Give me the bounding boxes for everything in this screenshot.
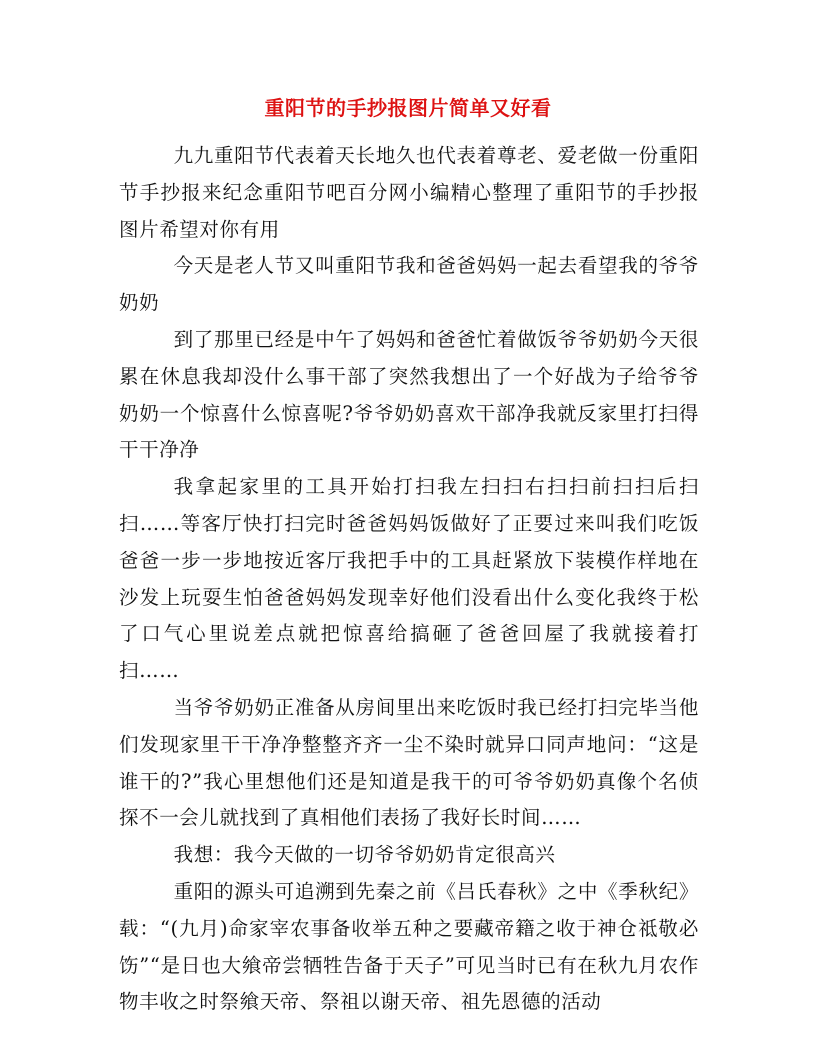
paragraph-arrival: 到了那里已经是中午了妈妈和爸爸忙着做饭爷爷奶奶今天很累在休息我却没什么事干部了突然我想出了一个好战为子给爷爷奶奶一个惊喜什么惊喜呢?爷爷奶奶喜欢干部净我就反家里打扫得干干净净 xyxy=(119,327,699,462)
paragraph-thought: 我想：我今天做的一切爷爷奶奶肯定很高兴 xyxy=(173,843,556,867)
paragraph-origin: 重阳的源头可追溯到先秦之前《吕氏春秋》之中《季秋纪》载：“(九月)命家宰农事备收举五种之要藏帝籍之收于神仓祗敬必饬”“是日也大飨帝尝牺牲告备于天子”可见当时已有在秋九月农作物丰收之时祭飨天帝、祭祖以谢天帝、祖先恩德的活动 xyxy=(119,879,699,1014)
paragraph-visit: 今天是老人节又叫重阳节我和爸爸妈妈一起去看望我的爷爷奶奶 xyxy=(119,254,699,315)
document-title: 重阳节的手抄报图片简单又好看 xyxy=(264,96,552,120)
document-body xyxy=(119,138,699,1021)
paragraph-cleaning: 我拿起家里的工具开始打扫我左扫扫右扫扫前扫扫后扫扫……等客厅快打扫完时爸爸妈妈饭做好了正要过来叫我们吃饭爸爸一步一步地按近客厅我把手中的工具赶紧放下装模作样地在沙发上玩耍生怕爸爸妈妈发现幸好他们没看出什么变化我终于松了口气心里说差点就把惊喜给搞砸了爸爸回屋了我就接着打扫…… xyxy=(119,475,699,683)
paragraph-intro: 九九重阳节代表着天长地久也代表着尊老、爱老做一份重阳节手抄报来纪念重阳节吧百分网小编精心整理了重阳节的手抄报图片希望对你有用 xyxy=(119,144,699,241)
paragraph-discovery: 当爷爷奶奶正准备从房间里出来吃饭时我已经打扫完毕当他们发现家里干干净净整整齐齐一尘不染时就异口同声地问：“这是谁干的?”我心里想他们还是知道是我干的可爷爷奶奶真像个名侦探不一会儿就找到了真相他们表扬了我好长时间…… xyxy=(119,695,699,830)
